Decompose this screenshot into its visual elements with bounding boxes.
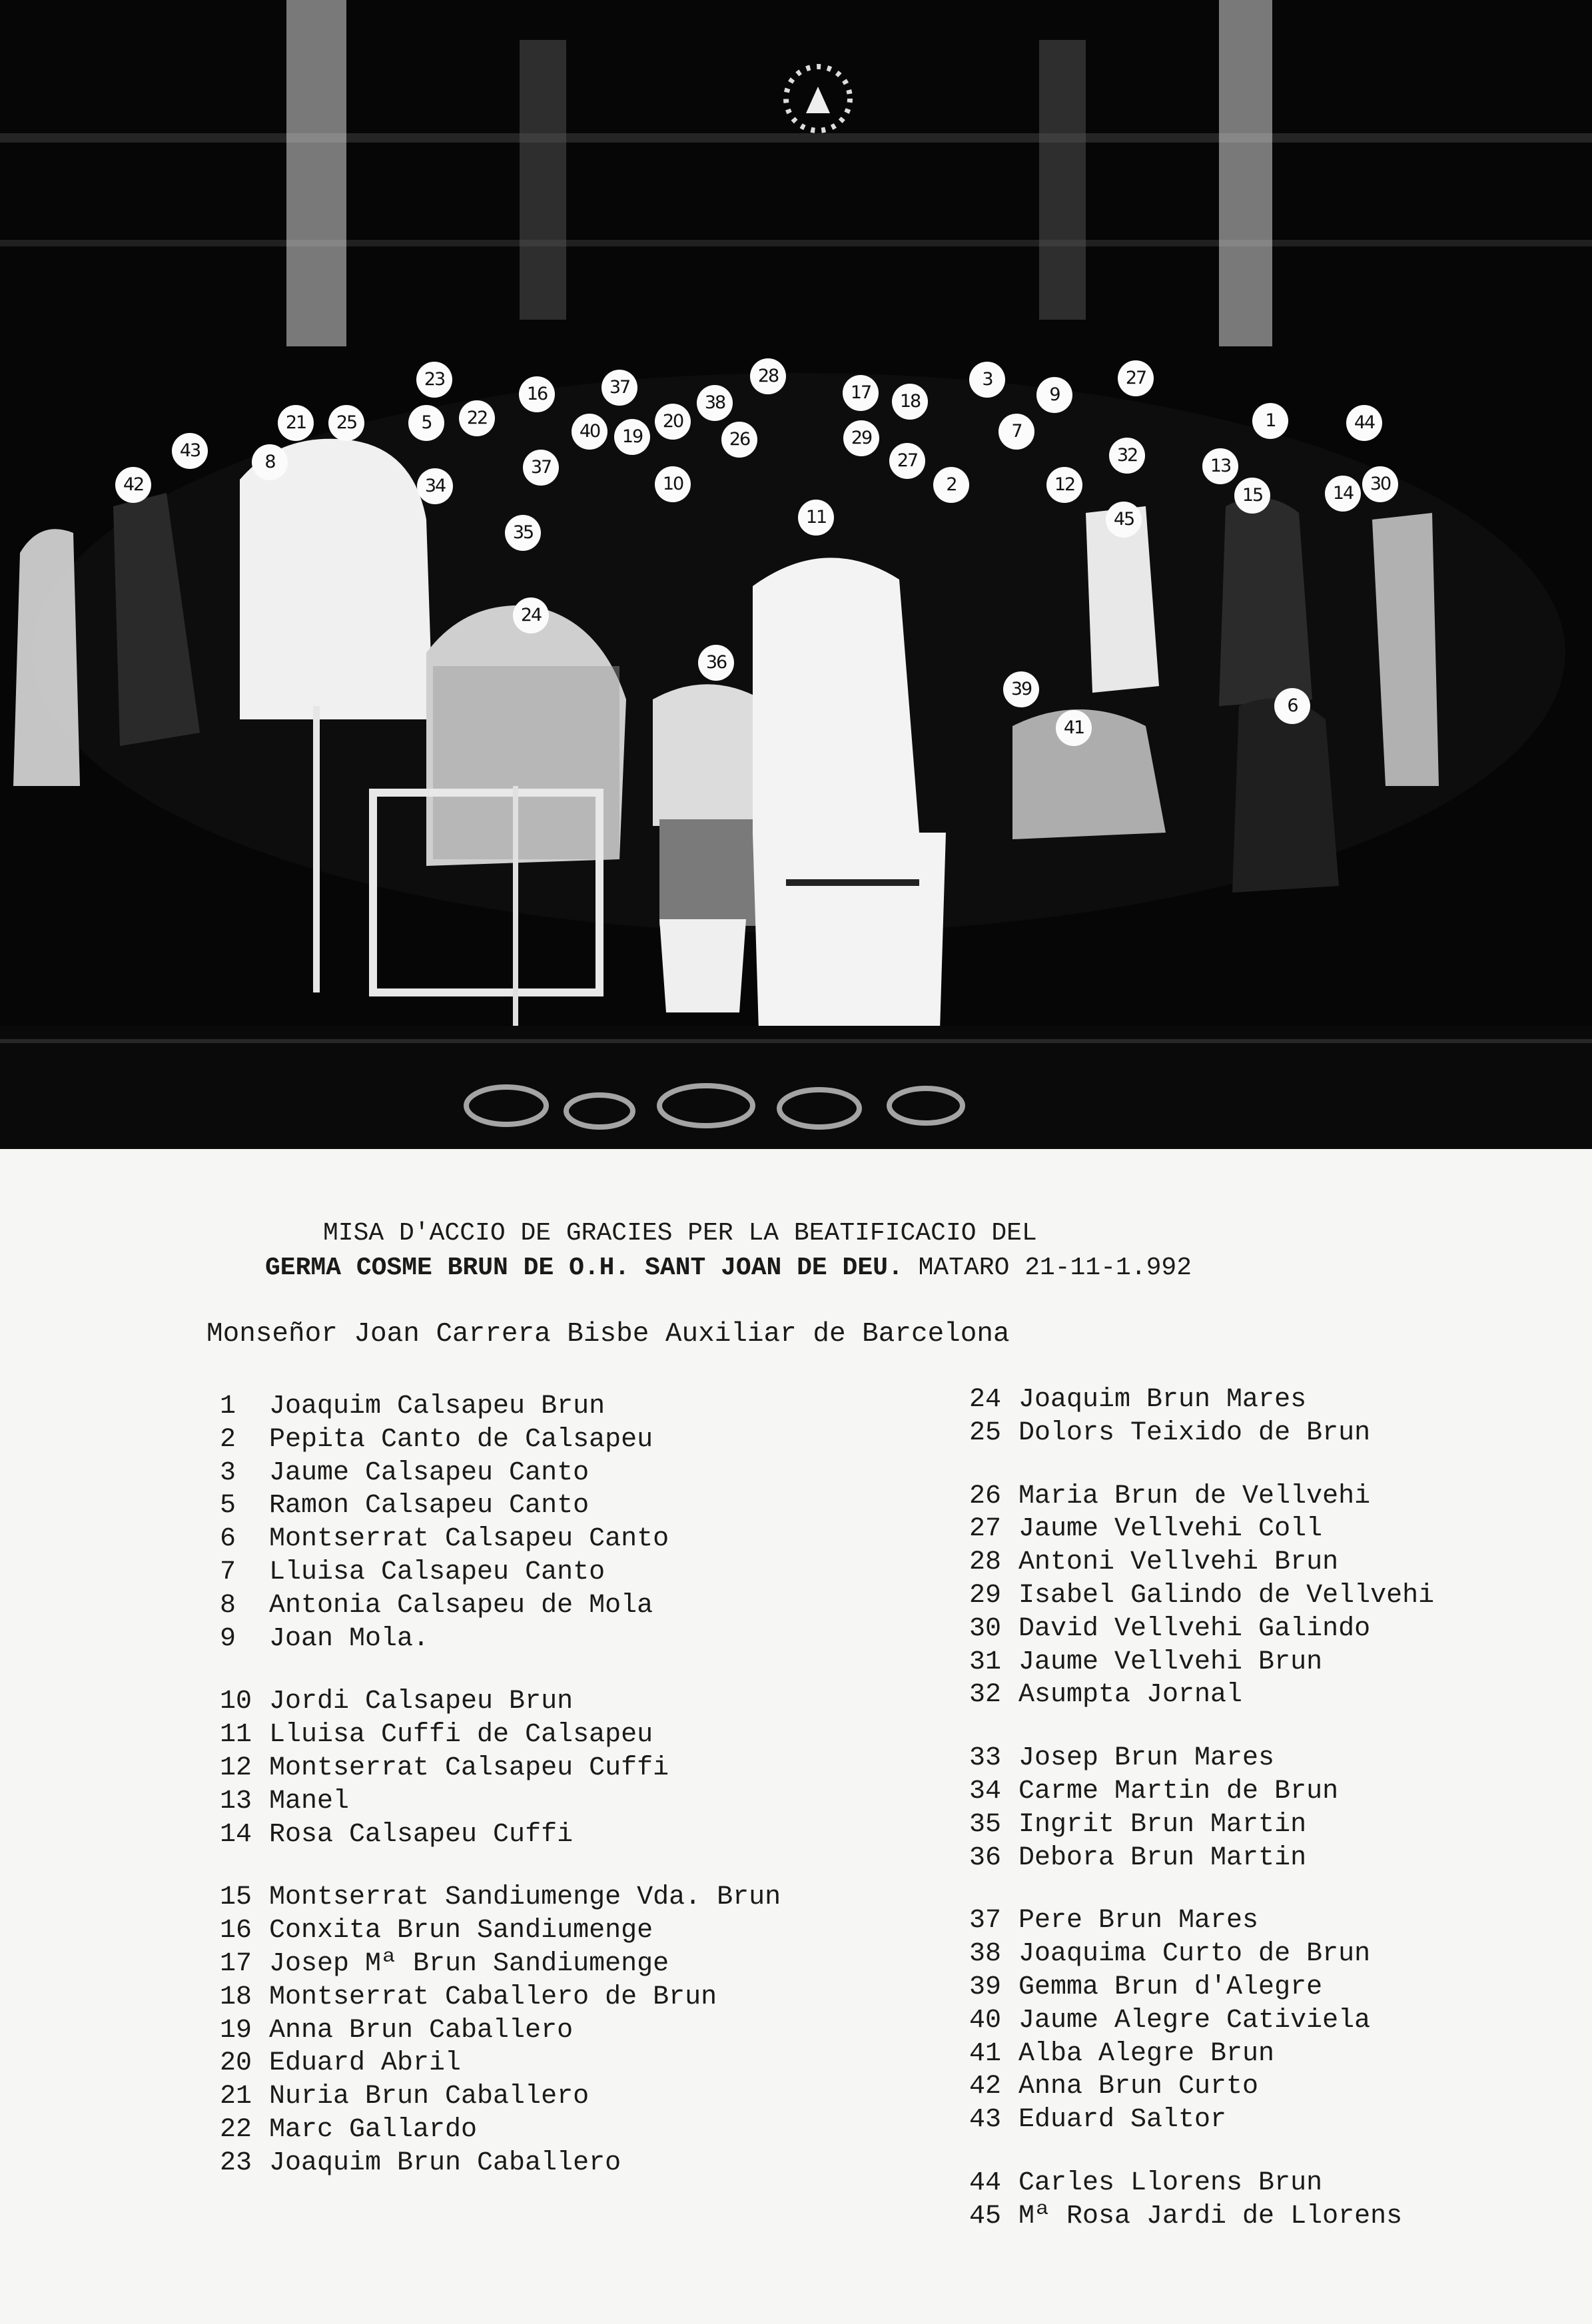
entry-name: Joaquim Brun Mares	[1018, 1385, 1307, 1415]
entry-number: 30	[969, 1613, 1002, 1644]
face-tag: 9	[1036, 377, 1072, 413]
entry-number: 24	[969, 1385, 1002, 1415]
face-tag: 10	[655, 466, 691, 502]
face-tag: 34	[417, 468, 453, 504]
list-item	[220, 2114, 781, 2147]
entry-number: 6	[220, 1524, 236, 1555]
list-item	[220, 2047, 781, 2080]
entry-name: Marc Gallardo	[269, 2114, 478, 2145]
entry-name: Pere Brun Mares	[1018, 1906, 1259, 1936]
list-item	[969, 1383, 1434, 1417]
entry-name: Mª Rosa Jardi de Llorens	[1018, 2201, 1403, 2231]
entry-number: 25	[969, 1417, 1002, 1448]
entry-name: Joaquim Calsapeu Brun	[269, 1391, 605, 1421]
list-item	[969, 2038, 1434, 2071]
list-item	[220, 1589, 781, 1623]
list-item	[220, 1685, 781, 1719]
list-item	[969, 2104, 1434, 2137]
entry-number: 3	[220, 1457, 236, 1488]
photo-scene	[0, 0, 1592, 1149]
face-tag: 29	[843, 420, 879, 456]
entry-name: Eduard Saltor	[1018, 2105, 1227, 2135]
list-item	[220, 1556, 781, 1589]
entry-name: Ingrit Brun Martin	[1018, 1809, 1307, 1840]
entry-name: Isabel Galindo de Vellvehi	[1018, 1580, 1435, 1611]
face-tag: 32	[1109, 438, 1145, 474]
entry-number: 34	[969, 1776, 1002, 1806]
list-item	[969, 2167, 1434, 2200]
list-item	[969, 1808, 1434, 1842]
list-item	[969, 1775, 1434, 1808]
entry-name: Montserrat Calsapeu Cuffi	[269, 1752, 669, 1783]
entry-number: 41	[969, 2038, 1002, 2069]
entry-name: Josep Mª Brun Sandiumenge	[269, 1948, 669, 1979]
entry-number: 33	[969, 1743, 1002, 1774]
face-tag: 18	[892, 384, 928, 420]
entry-number: 18	[220, 1982, 252, 2012]
entry-name: Carme Martin de Brun	[1018, 1776, 1339, 1806]
entry-name: Joaquima Curto de Brun	[1018, 1939, 1371, 1970]
entry-name: Lluisa Cuffi de Calsapeu	[269, 1720, 653, 1750]
entry-number: 11	[220, 1720, 252, 1750]
entry-number: 20	[220, 2048, 252, 2079]
list-item	[969, 1904, 1434, 1938]
face-tag: 13	[1202, 448, 1238, 484]
list-item	[220, 1948, 781, 1981]
list-item	[969, 1646, 1434, 1679]
entry-number: 9	[220, 1623, 236, 1654]
entry-name: Anna Brun Curto	[1018, 2072, 1259, 2102]
face-tag: 25	[328, 405, 364, 441]
caption-title-line2	[265, 1254, 1192, 1282]
entry-number: 39	[969, 1972, 1002, 2002]
entry-number: 44	[969, 2167, 1002, 2198]
entry-name: Alba Alegre Brun	[1018, 2038, 1275, 2069]
face-tag: 45	[1106, 502, 1142, 538]
face-tag: 11	[798, 500, 834, 536]
entry-name: Maria Brun de Vellvehi	[1018, 1481, 1371, 1511]
caption-officiant: Monseñor Joan Carrera Bisbe Auxiliar de Barcelona	[206, 1319, 1010, 1350]
face-tag: 15	[1234, 478, 1270, 514]
face-tag: 26	[721, 422, 757, 458]
list-item	[969, 1613, 1434, 1646]
caption-subject: GERMA COSME BRUN DE O.H. SANT JOAN DE DEU.	[265, 1254, 903, 1282]
entry-name: Jaume Calsapeu Canto	[269, 1457, 590, 1488]
list-item	[969, 2070, 1434, 2104]
face-tag: 3	[969, 362, 1005, 398]
entry-number: 19	[220, 2015, 252, 2046]
list-item	[220, 1523, 781, 1556]
list-item	[220, 2080, 781, 2114]
face-tag: 30	[1362, 466, 1398, 502]
entry-number: 27	[969, 1514, 1002, 1545]
entry-name: Gemma Brun d'Alegre	[1018, 1972, 1323, 2002]
list-item	[969, 1679, 1434, 1712]
entry-name: Debora Brun Martin	[1018, 1842, 1307, 1873]
list-item	[969, 1480, 1434, 1513]
entry-number: 7	[220, 1557, 236, 1587]
face-tag: 17	[843, 375, 879, 411]
entry-name: Jaume Vellvehi Coll	[1018, 1514, 1323, 1545]
entry-name: Jaume Alegre Cativiela	[1018, 2005, 1371, 2036]
entry-number: 8	[220, 1590, 236, 1621]
list-item	[969, 1971, 1434, 2004]
face-tag: 28	[750, 358, 786, 394]
entry-number: 35	[969, 1809, 1002, 1840]
list-item	[969, 1579, 1434, 1613]
list-item	[969, 1546, 1434, 1579]
list-item	[220, 1457, 781, 1490]
list-item	[969, 1513, 1434, 1546]
entry-name: Antoni Vellvehi Brun	[1018, 1547, 1339, 1578]
list-item	[220, 1981, 781, 2014]
entry-name: Manel	[269, 1786, 350, 1816]
entry-number: 10	[220, 1687, 252, 1717]
entry-name: Dolors Teixido de Brun	[1018, 1417, 1371, 1448]
entry-number: 36	[969, 1842, 1002, 1873]
list-item	[220, 1423, 781, 1457]
face-tag: 44	[1346, 405, 1382, 441]
list-item	[220, 1623, 781, 1656]
face-tag: 36	[698, 645, 734, 681]
list-item	[220, 1914, 781, 1948]
entry-name: Conxita Brun Sandiumenge	[269, 1916, 653, 1946]
entry-number: 2	[220, 1424, 236, 1455]
entry-number: 17	[220, 1948, 252, 1979]
entry-number: 1	[220, 1391, 236, 1421]
entry-number: 40	[969, 2005, 1002, 2036]
face-tag: 24	[513, 597, 549, 633]
entry-name: Carles Llorens Brun	[1018, 2167, 1323, 2198]
entry-number: 15	[220, 1882, 252, 1913]
face-tag: 38	[697, 385, 733, 421]
entry-name: Jordi Calsapeu Brun	[269, 1687, 574, 1717]
entry-name: Jaume Vellvehi Brun	[1018, 1647, 1323, 1677]
entry-name: Anna Brun Caballero	[269, 2015, 574, 2046]
face-tag: 43	[172, 433, 208, 469]
face-tag: 1	[1252, 403, 1288, 439]
entry-number: 13	[220, 1786, 252, 1816]
entry-number: 45	[969, 2201, 1002, 2231]
entry-name: Josep Brun Mares	[1018, 1743, 1275, 1774]
entry-number: 12	[220, 1752, 252, 1783]
face-tag: 5	[408, 405, 444, 441]
list-item	[969, 1742, 1434, 1775]
list-item	[220, 1390, 781, 1423]
entry-number: 14	[220, 1819, 252, 1850]
face-tag: 42	[115, 467, 151, 503]
list-item	[220, 1719, 781, 1752]
face-tag: 37	[523, 450, 559, 486]
entry-number: 37	[969, 1906, 1002, 1936]
list-item	[220, 2014, 781, 2048]
face-tag: 39	[1003, 671, 1039, 707]
entry-name: Montserrat Calsapeu Canto	[269, 1524, 669, 1555]
face-tag: 40	[572, 414, 607, 450]
entry-number: 23	[220, 2147, 252, 2178]
face-tag: 21	[278, 405, 314, 441]
entry-number: 43	[969, 2105, 1002, 2135]
entry-number: 31	[969, 1647, 1002, 1677]
entry-number: 38	[969, 1939, 1002, 1970]
face-tag: 7	[998, 414, 1034, 450]
list-item	[220, 1881, 781, 1914]
entry-name: Joaquim Brun Caballero	[269, 2147, 621, 2178]
entry-number: 29	[969, 1580, 1002, 1611]
face-tag: 16	[519, 376, 555, 412]
list-item	[220, 1489, 781, 1523]
entry-name: Rosa Calsapeu Cuffi	[269, 1819, 574, 1850]
entry-name: Antonia Calsapeu de Mola	[269, 1590, 653, 1621]
list-item	[969, 1417, 1434, 1450]
entry-number: 21	[220, 2082, 252, 2112]
entry-number: 16	[220, 1916, 252, 1946]
entry-name: Lluisa Calsapeu Canto	[269, 1557, 605, 1587]
face-tag: 23	[416, 362, 452, 398]
list-item	[220, 2147, 781, 2180]
caption-place-date: MATARO 21-11-1.992	[903, 1254, 1192, 1282]
list-item	[220, 1785, 781, 1818]
names-list-left	[220, 1390, 781, 2180]
entry-name: Asumpta Jornal	[1018, 1680, 1243, 1711]
entry-name: Joan Mola.	[269, 1623, 430, 1654]
entry-name: Montserrat Sandiumenge Vda. Brun	[269, 1882, 781, 1913]
face-tag: 35	[505, 515, 541, 551]
list-item	[969, 1842, 1434, 1875]
list-item	[969, 2200, 1434, 2233]
caption-title-line1: MISA D'ACCIO DE GRACIES PER LA BEATIFICACIO DEL	[323, 1219, 1037, 1248]
entry-number: 28	[969, 1547, 1002, 1578]
list-item	[220, 1752, 781, 1785]
list-item	[220, 1818, 781, 1852]
face-tag: 2	[933, 467, 969, 503]
face-tag: 27	[889, 443, 925, 479]
face-tag: 22	[459, 400, 495, 436]
entry-number: 26	[969, 1481, 1002, 1511]
entry-name: Nuria Brun Caballero	[269, 2082, 590, 2112]
face-tag: 14	[1325, 476, 1361, 512]
entry-name: Eduard Abril	[269, 2048, 462, 2079]
group-photo	[0, 0, 1592, 1149]
list-item	[969, 1938, 1434, 1971]
entry-number: 42	[969, 2072, 1002, 2102]
entry-name: David Vellvehi Galindo	[1018, 1613, 1371, 1644]
list-item	[969, 2004, 1434, 2038]
face-tag: 12	[1046, 467, 1082, 503]
entry-number: 22	[220, 2114, 252, 2145]
entry-number: 5	[220, 1491, 236, 1521]
face-tag: 41	[1056, 710, 1092, 746]
face-tag: 37	[601, 370, 637, 406]
face-tag: 8	[252, 444, 288, 480]
entry-name: Pepita Canto de Calsapeu	[269, 1424, 653, 1455]
entry-name: Montserrat Caballero de Brun	[269, 1982, 717, 2012]
names-list-right	[969, 1383, 1434, 2233]
entry-number: 32	[969, 1680, 1002, 1711]
face-tag: 27	[1118, 360, 1154, 396]
face-tag: 19	[614, 419, 650, 455]
entry-name: Ramon Calsapeu Canto	[269, 1491, 590, 1521]
face-tag: 6	[1274, 688, 1310, 724]
face-tag: 20	[655, 404, 691, 440]
